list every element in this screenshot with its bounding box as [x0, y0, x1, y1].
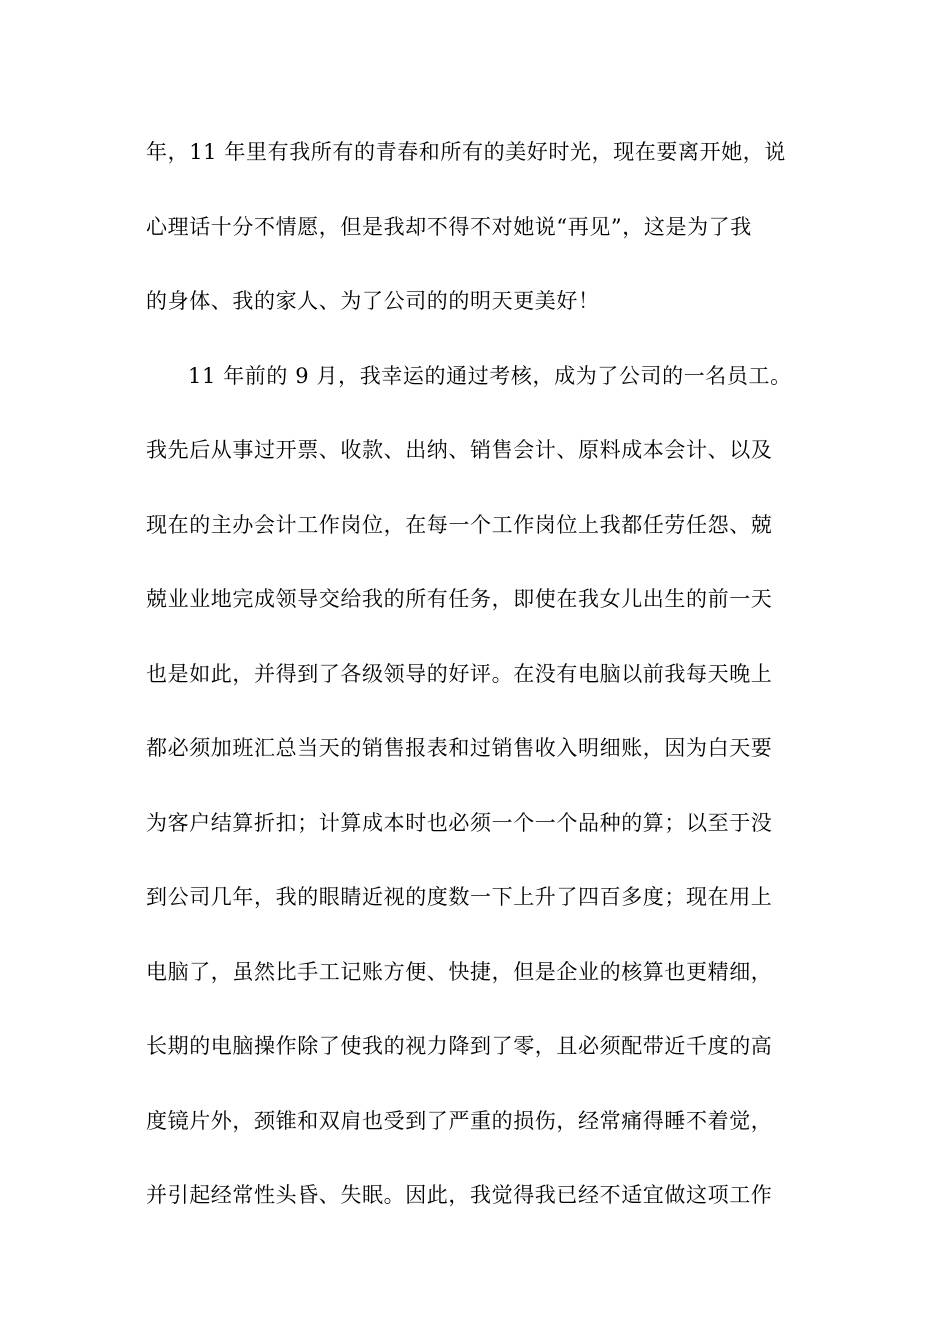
text-line: 心理话十分不情愿，但是我却不得不对她说“再见”，这是为了我	[146, 214, 752, 239]
text-line: 我先后从事过开票、收款、出纳、销售会计、原料成本会计、以及	[146, 438, 773, 462]
body-text	[146, 132, 806, 1250]
text-line: 长期的电脑操作除了使我的视力降到了零，且必须配带近千度的高	[146, 1034, 773, 1058]
text-line: 并引起经常性头昏、失眠。因此，我觉得我已经不适宜做这项工作	[146, 1183, 773, 1207]
text-line: 现在的主办会计工作岗位，在每一个工作岗位上我都任劳任怨、兢	[146, 512, 773, 537]
text-line: 也是如此，并得到了各级领导的好评。在没有电脑以前我每天晚上	[146, 661, 773, 686]
text-line: 兢业业地完成领导交给我的所有任务，即使在我女儿出生的前一天	[146, 587, 773, 611]
text-line: 的身体、我的家人、为了公司的的明天更美好！	[146, 289, 600, 313]
paragraph-first-line: 11 年前的 9 月，我幸运的通过考核，成为了公司的一名员工。	[188, 363, 792, 388]
text-line: 年，11 年里有我所有的青春和所有的美好时光，现在要离开她，说	[146, 140, 786, 164]
text-line: 都必须加班汇总当天的销售报表和过销售收入明细账，因为白天要	[146, 736, 773, 760]
text-line: 度镜片外，颈锥和双肩也受到了严重的损伤，经常痛得睡不着觉，	[146, 1108, 773, 1133]
text-line: 为客户结算折扣；计算成本时也必须一个一个品种的算；以至于没	[146, 810, 773, 835]
text-line: 到公司几年，我的眼睛近视的度数一下上升了四百多度；现在用上	[146, 885, 773, 909]
text-line: 电脑了，虽然比手工记账方便、快捷，但是企业的核算也更精细，	[146, 959, 773, 984]
